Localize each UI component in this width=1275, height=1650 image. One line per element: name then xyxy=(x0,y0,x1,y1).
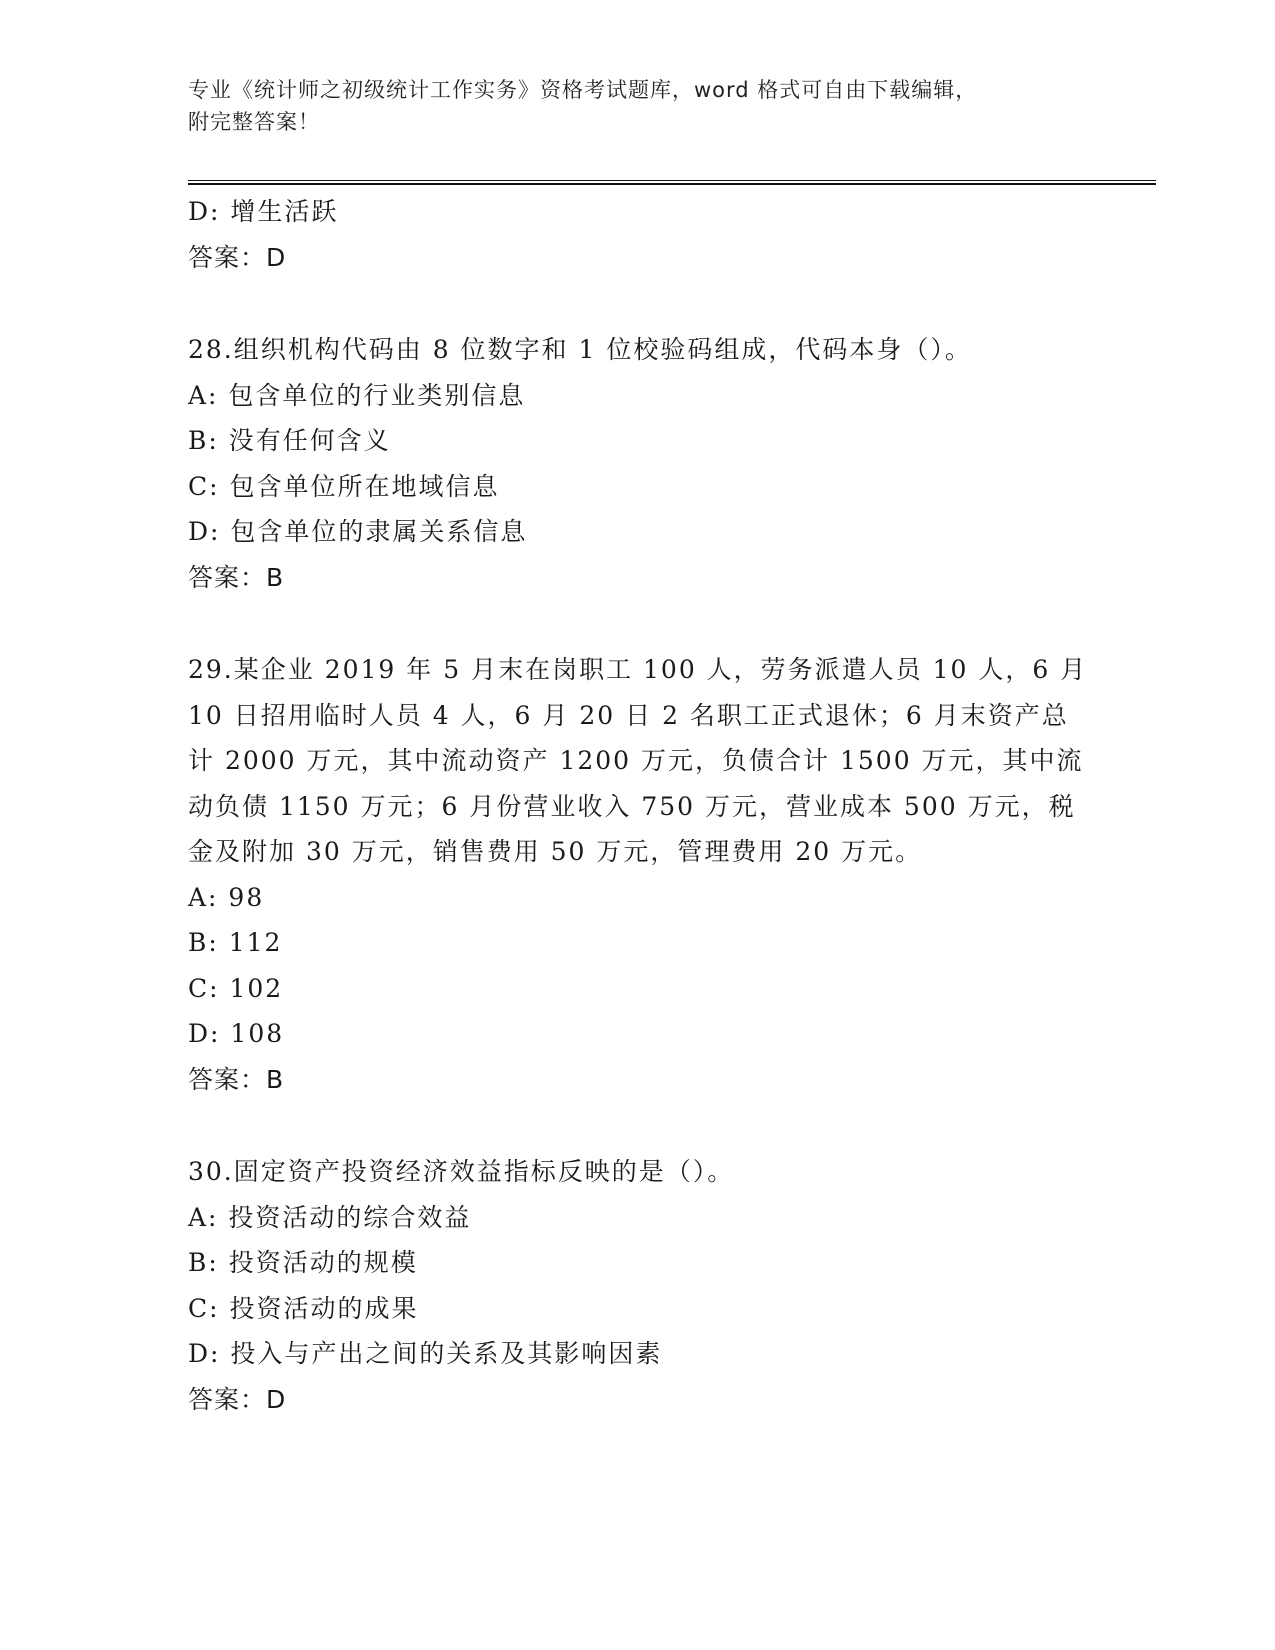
q30-option-c: C: 投资活动的成果 xyxy=(188,1293,419,1323)
q29-stem-line: 计 2000 万元，其中流动资产 1200 万元，负债合计 1500 万元，其中流 xyxy=(188,746,1084,775)
q30-stem: 30.固定资产投资经济效益指标反映的是（）。 xyxy=(188,1157,735,1186)
q29-stem xyxy=(188,647,1088,875)
q30-option-d: D: 投入与产出之间的关系及其影响因素 xyxy=(188,1339,663,1368)
q29-stem-line: 金及附加 30 万元，销售费用 50 万元，管理费用 20 万元。 xyxy=(188,837,923,866)
question-spacer xyxy=(188,600,1088,647)
header-divider-thin xyxy=(188,180,1156,181)
header-divider-thick xyxy=(188,183,1156,185)
q29-stem-line: 10 日招用临时人员 4 人，6 月 20 日 2 名职工正式退休；6 月末资产总 xyxy=(188,700,1069,730)
question-content xyxy=(188,189,1088,1422)
q28-stem: 28.组织机构代码由 8 位数字和 1 位校验码组成，代码本身（）。 xyxy=(188,335,972,364)
document-header xyxy=(188,74,1088,138)
q30-option-a: A: 投资活动的综合效益 xyxy=(188,1202,472,1232)
q29-option-d: D: 108 xyxy=(188,1019,285,1048)
q28-option-b: B: 没有任何含义 xyxy=(188,426,391,455)
q29-option-b: B: 112 xyxy=(188,928,283,957)
q29-stem-line: 动负债 1150 万元；6 月份营业收入 750 万元，营业成本 500 万元，税 xyxy=(188,791,1076,821)
q28-option-c: C: 包含单位所在地域信息 xyxy=(188,471,500,501)
q29-option-a: A: 98 xyxy=(188,882,265,912)
q29-stem-line: 29.某企业 2019 年 5 月末在岗职工 100 人，劳务派遣人员 10 人，6 月 xyxy=(188,655,1088,684)
q28-answer: 答案：B xyxy=(188,562,285,592)
q29-answer: 答案：B xyxy=(188,1064,285,1094)
header-line-1: 专业《统计师之初级统计工作实务》资格考试题库，word 格式可自由下载编辑， xyxy=(188,78,978,102)
q29-option-c: C: 102 xyxy=(188,973,284,1003)
q28-option-d: D: 包含单位的隶属关系信息 xyxy=(188,517,528,546)
header-line-2: 附完整答案！ xyxy=(188,110,320,134)
q27-option-d: D: 增生活跃 xyxy=(188,197,339,226)
question-spacer xyxy=(188,1102,1088,1149)
q28-option-a: A: 包含单位的行业类别信息 xyxy=(188,380,526,410)
q30-answer: 答案：D xyxy=(188,1384,287,1414)
q27-answer: 答案：D xyxy=(188,242,287,272)
question-spacer xyxy=(188,280,1088,327)
q30-option-b: B: 投资活动的规模 xyxy=(188,1248,418,1277)
